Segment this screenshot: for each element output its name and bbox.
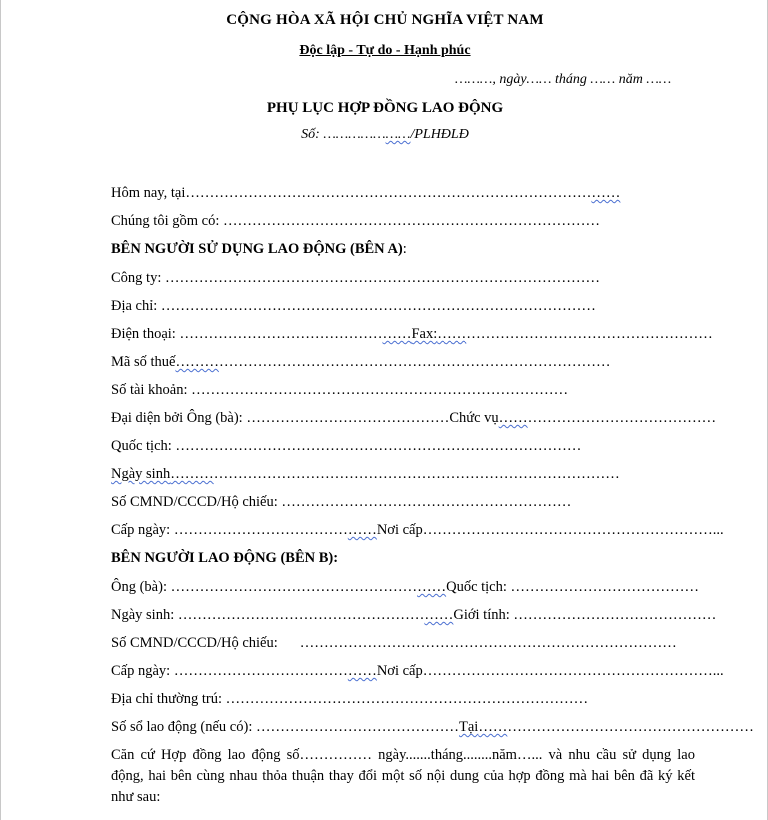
b-gender-label: Giới tính: …………………………………… <box>453 607 717 623</box>
b-dob-mark: …… <box>424 607 454 623</box>
b-name-mark: …… <box>417 579 447 595</box>
b-at-label: Tại <box>458 719 479 735</box>
dob-label: Ngày sinh <box>111 466 171 482</box>
position-label: Chức vụ <box>449 410 499 426</box>
b-labor-book-line <box>111 719 754 736</box>
dob-line <box>111 466 620 483</box>
issue-label: Cấp ngày: ……………………………… <box>111 522 348 538</box>
document-number-prefix: Số: …………… <box>301 127 386 142</box>
document-title: PHỤ LỤC HỢP ĐỒNG LAO ĐỘNG <box>266 100 504 116</box>
issue-place: Nơi cấp……………………………………………………... <box>376 522 724 538</box>
b-issue-label: Cấp ngày: ……………………………… <box>111 663 348 679</box>
b-dob-line <box>111 607 716 624</box>
fax-mark: …… <box>437 326 467 342</box>
document-number-mark: …… <box>385 127 411 142</box>
representative-label: Đại diện bởi Ông (bà): …………………………………… <box>111 410 450 426</box>
bank-account-line: Số tài khoản: …………………………………………………………………… <box>111 382 569 398</box>
b-residence-line: Địa chỉ thường trú: ………………………………………………………………… <box>111 691 589 707</box>
today-mark: …… <box>591 185 621 201</box>
issue-line <box>111 522 724 539</box>
id-line: Số CMND/CCCD/Hộ chiếu: …………………………………………………… <box>111 494 572 510</box>
fax-label: Fax: <box>411 326 438 342</box>
tax-code-line <box>111 354 610 371</box>
b-issue-place: Nơi cấp……………………………………………………... <box>376 663 724 679</box>
tax-label: Mã số thuế <box>111 354 176 370</box>
country-heading: CỘNG HÒA XÃ HỘI CHỦ NGHĨA VIỆT NAM <box>226 12 544 28</box>
tax-dots: ……………………………………………………………………… <box>218 354 611 370</box>
today-line <box>111 185 620 202</box>
position-dots: ………………………………… <box>527 410 717 426</box>
phone-mark: …… <box>382 326 412 342</box>
b-issue-line <box>111 663 724 680</box>
party-a-heading <box>111 241 407 258</box>
phone-fax-line <box>111 326 713 343</box>
b-issue-mark: …… <box>347 663 377 679</box>
parties-line: Chúng tôi gồm có: …………………………………………………………………… <box>111 213 600 229</box>
basis-paragraph: Căn cứ Hợp đồng lao động số…………… ngày.......tháng........năm…... và nhu cầu sử dụng lao động, hai bên cùng nhau thỏa thuận thay đổi một số nội dung của hợp đồng mà hai bên đã ký kết như sau: <box>111 747 695 805</box>
b-id-line <box>111 635 677 652</box>
motto-heading: Độc lập - Tự do - Hạnh phúc <box>299 43 471 58</box>
phone-label: Điện thoại: …………………………………… <box>111 326 383 342</box>
company-line: Công ty: ……………………………………………………………………………… <box>111 270 600 286</box>
b-dob-label: Ngày sinh: …………………………………………… <box>111 607 425 623</box>
nationality-line: Quốc tịch: ………………………………………………………………………… <box>111 438 582 454</box>
dob-mark: ……… <box>170 466 214 482</box>
dob-dots: ………………………………………………………………………… <box>213 466 620 482</box>
address-line: Địa chỉ: ……………………………………………………………………………… <box>111 298 596 314</box>
b-name-label: Ông (bà): …………………………………………… <box>111 579 418 595</box>
tax-mark: ……… <box>175 354 219 370</box>
today-label: Hôm nay, tại………………………………………………………………………… <box>111 185 592 201</box>
b-id-label: Số CMND/CCCD/Hộ chiếu: <box>111 635 278 651</box>
representative-line <box>111 410 716 427</box>
date-line: ………, ngày…… tháng …… năm …… <box>455 72 672 87</box>
party-a-heading-colon: : <box>402 241 407 257</box>
party-a-heading-text: BÊN NGƯỜI SỬ DỤNG LAO ĐỘNG (BÊN A) <box>111 241 403 257</box>
b-labor-book-label: Số sổ lao động (nếu có): …………………………………… <box>111 719 459 735</box>
position-mark: …… <box>498 410 528 426</box>
document-number-suffix: /PLHĐLĐ <box>410 127 469 142</box>
fax-dots: …………………………………………… <box>466 326 713 342</box>
party-b-heading: BÊN NGƯỜI LAO ĐỘNG (BÊN B): <box>111 550 339 566</box>
b-nationality-label: Quốc tịch: ………………………………… <box>446 579 700 595</box>
issue-mark: …… <box>347 522 377 538</box>
document-number <box>1 127 768 143</box>
b-at-dots: …………………………………………… <box>507 719 754 735</box>
b-id-dots: …………………………………………………………………… <box>299 635 677 651</box>
b-name-line <box>111 579 699 596</box>
b-at-mark: …… <box>478 719 508 735</box>
